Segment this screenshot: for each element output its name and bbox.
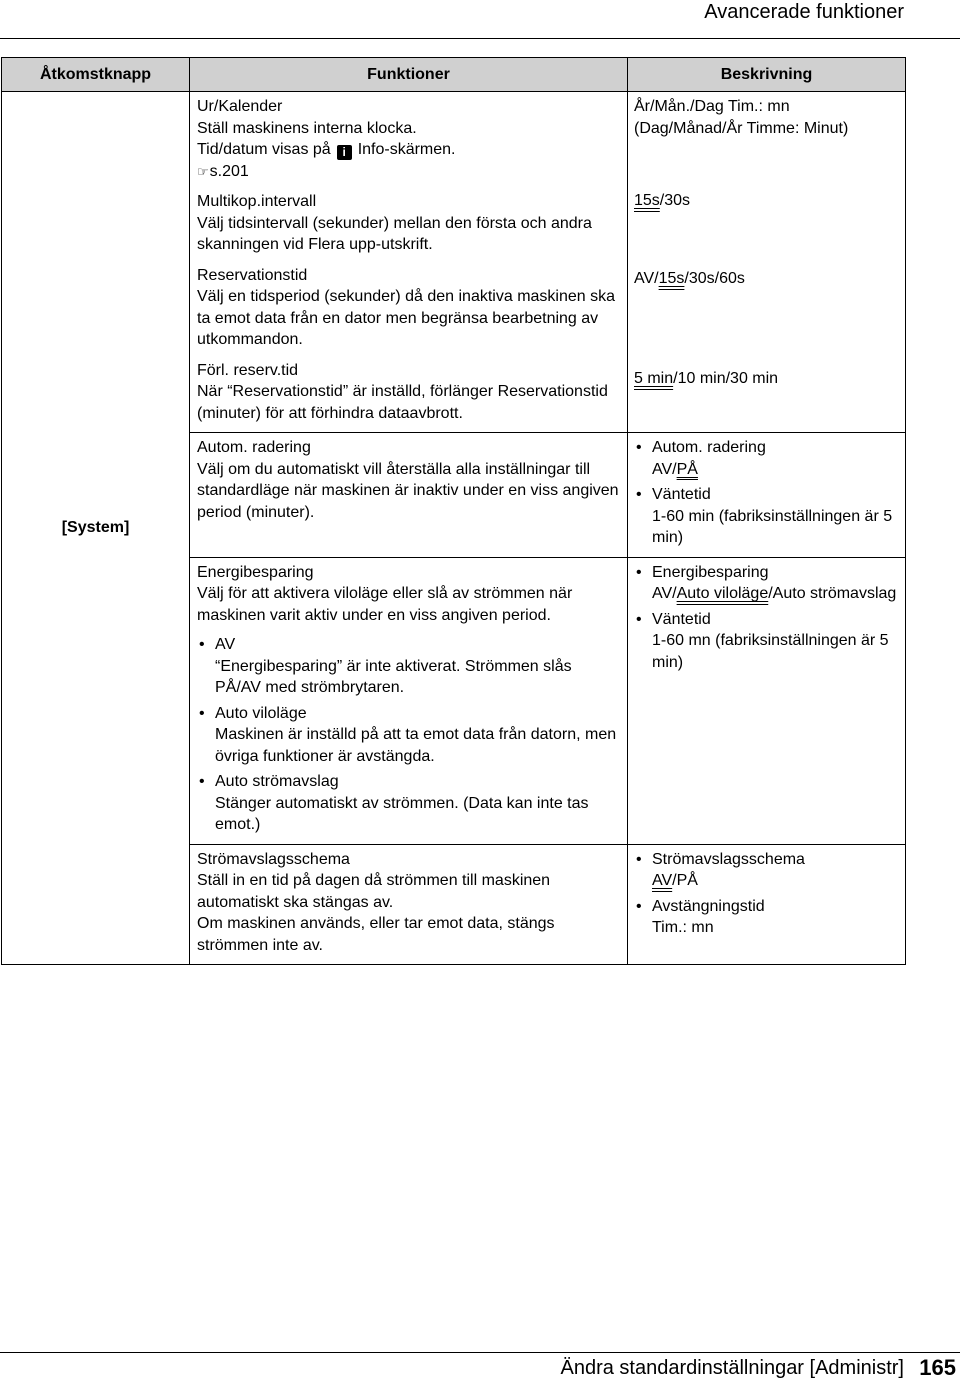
- description-options: AV/15s/30s/60s: [634, 270, 745, 287]
- bullet: •: [199, 636, 205, 653]
- bullet: •: [199, 704, 205, 722]
- description-cell: [628, 844, 906, 965]
- function-text: När “Reservationstid” är inställd, förlänger Reservationstid (minuter) för att förhindra dataavbrott.: [197, 383, 608, 422]
- functions-cell: [190, 557, 628, 844]
- list-item: • Auto viloläge Maskinen är inställd på att ta emot data från datorn, men övriga funktioner är avstängda.: [199, 704, 617, 765]
- description-auto-clear: [634, 437, 897, 549]
- function-multicopy-interval: [197, 191, 619, 256]
- access-key-cell: [System]: [2, 92, 190, 965]
- list-item: • Väntetid 1-60 mn (fabriksinställningen är 5 min): [636, 610, 889, 671]
- description-text: År/Mån./Dag Tim.: mn: [634, 98, 790, 115]
- description-reservation-time: [634, 268, 897, 359]
- page-header-title: Avancerade funktioner: [704, 1, 904, 23]
- function-name: Autom. radering: [197, 439, 311, 456]
- default-value: PÅ: [676, 460, 698, 478]
- description-cell: [628, 433, 906, 558]
- description-multicopy-interval: [634, 190, 897, 259]
- list-item: • Strömavslagsschema AV/PÅ: [636, 850, 805, 889]
- list-item: • Auto strömavslag Stänger automatiskt av strömmen. (Data kan inte tas emot.): [199, 773, 589, 833]
- page-number: 165: [919, 1355, 956, 1380]
- header-divider: [0, 38, 960, 39]
- description-power-off-schedule: [634, 849, 897, 939]
- description-options: 15s/30s: [634, 192, 691, 209]
- default-value: 5 min: [634, 370, 674, 387]
- function-text: Välj om du automatiskt vill återställa alla inställningar till standardläge när maskinen är inaktiv under en viss angiven period (minuter).: [197, 460, 619, 521]
- bullet: •: [636, 563, 642, 581]
- functions-cell: [190, 844, 628, 965]
- function-name: Reservationstid: [197, 266, 308, 284]
- page-reference: ☞s.201: [197, 162, 249, 180]
- footer-title: Ändra standardinställningar [Administr]: [560, 1357, 904, 1379]
- bullet: •: [199, 773, 205, 790]
- function-text: Välj en tidsperiod (sekunder) då den inaktiva maskinen ska ta emot data från en dator men begränsa bearbetning av utkommandon.: [197, 288, 616, 348]
- function-name: Strömavslagsschema: [197, 850, 350, 868]
- default-value: 15s: [658, 270, 685, 287]
- list-item: • Avstängningstid Tim.: mn: [636, 897, 765, 936]
- list-item: • Autom. radering AV/PÅ: [636, 439, 766, 478]
- default-value: 15s: [634, 192, 660, 209]
- function-reservation-time: [197, 265, 619, 351]
- list-item: • AV “Energibesparing” är inte aktiverat. Strömmen slås PÅ/AV med strömbrytaren.: [199, 636, 572, 696]
- functions-cell: [190, 92, 628, 433]
- default-value: AV: [652, 872, 673, 889]
- function-power-off-schedule: [197, 849, 619, 957]
- table-row: [2, 92, 906, 433]
- list-item: • Väntetid 1-60 min (fabriksinställningen är 5 min): [636, 486, 893, 546]
- function-text: Om maskinen används, eller tar emot data, stängs strömmen inte av.: [197, 915, 555, 954]
- description-clock: [634, 96, 897, 181]
- function-energy-saving: [197, 562, 619, 836]
- column-header-functions: Funktioner: [190, 58, 628, 92]
- list-item: • Energibesparing AV/Auto viloläge/Auto strömavslag: [636, 563, 897, 602]
- bullet: •: [636, 897, 642, 915]
- column-header-description: Beskrivning: [628, 58, 906, 92]
- table-header-row: [2, 58, 906, 92]
- column-header-access-key: Åtkomstknapp: [2, 58, 190, 92]
- description-options: 5 min/10 min/30 min: [634, 370, 779, 387]
- bullet: •: [636, 486, 642, 503]
- function-text: Ställ maskinens interna klocka.: [197, 119, 417, 137]
- function-name: Multikop.intervall: [197, 193, 317, 210]
- function-text: Välj tidsintervall (sekunder) mellan den första och andra skanningen vid Flera upp-utskrift.: [197, 214, 592, 253]
- function-text: Ställ in en tid på dagen då strömmen till maskinen automatiskt ska stängas av.: [197, 872, 551, 911]
- description-text: (Dag/Månad/År Timme: Minut): [634, 119, 849, 137]
- description-extended-reservation: [634, 368, 897, 390]
- function-name: Förl. reserv.tid: [197, 361, 299, 379]
- bullet: •: [636, 610, 642, 628]
- info-icon: i: [337, 145, 352, 160]
- function-clock: [197, 96, 619, 182]
- default-value: Auto viloläge: [676, 585, 769, 602]
- description-energy-saving: [634, 562, 897, 674]
- bullet: •: [636, 439, 642, 456]
- page-reference-icon: ☞: [197, 163, 209, 179]
- function-extended-reservation: [197, 360, 619, 425]
- description-cell: [628, 92, 906, 433]
- function-name: Energibesparing: [197, 563, 314, 581]
- settings-table: [1, 57, 906, 965]
- description-cell: [628, 557, 906, 844]
- function-auto-clear: [197, 437, 619, 523]
- bullet: •: [636, 850, 642, 868]
- footer-divider: [0, 1352, 960, 1353]
- function-text: Tid/datum visas på i Info-skärmen.: [197, 141, 456, 159]
- functions-cell: [190, 433, 628, 558]
- function-name: Ur/Kalender: [197, 98, 283, 115]
- function-text: Välj för att aktivera viloläge eller slå av strömmen när maskinen varit aktiv under en viss angiven period.: [197, 585, 573, 624]
